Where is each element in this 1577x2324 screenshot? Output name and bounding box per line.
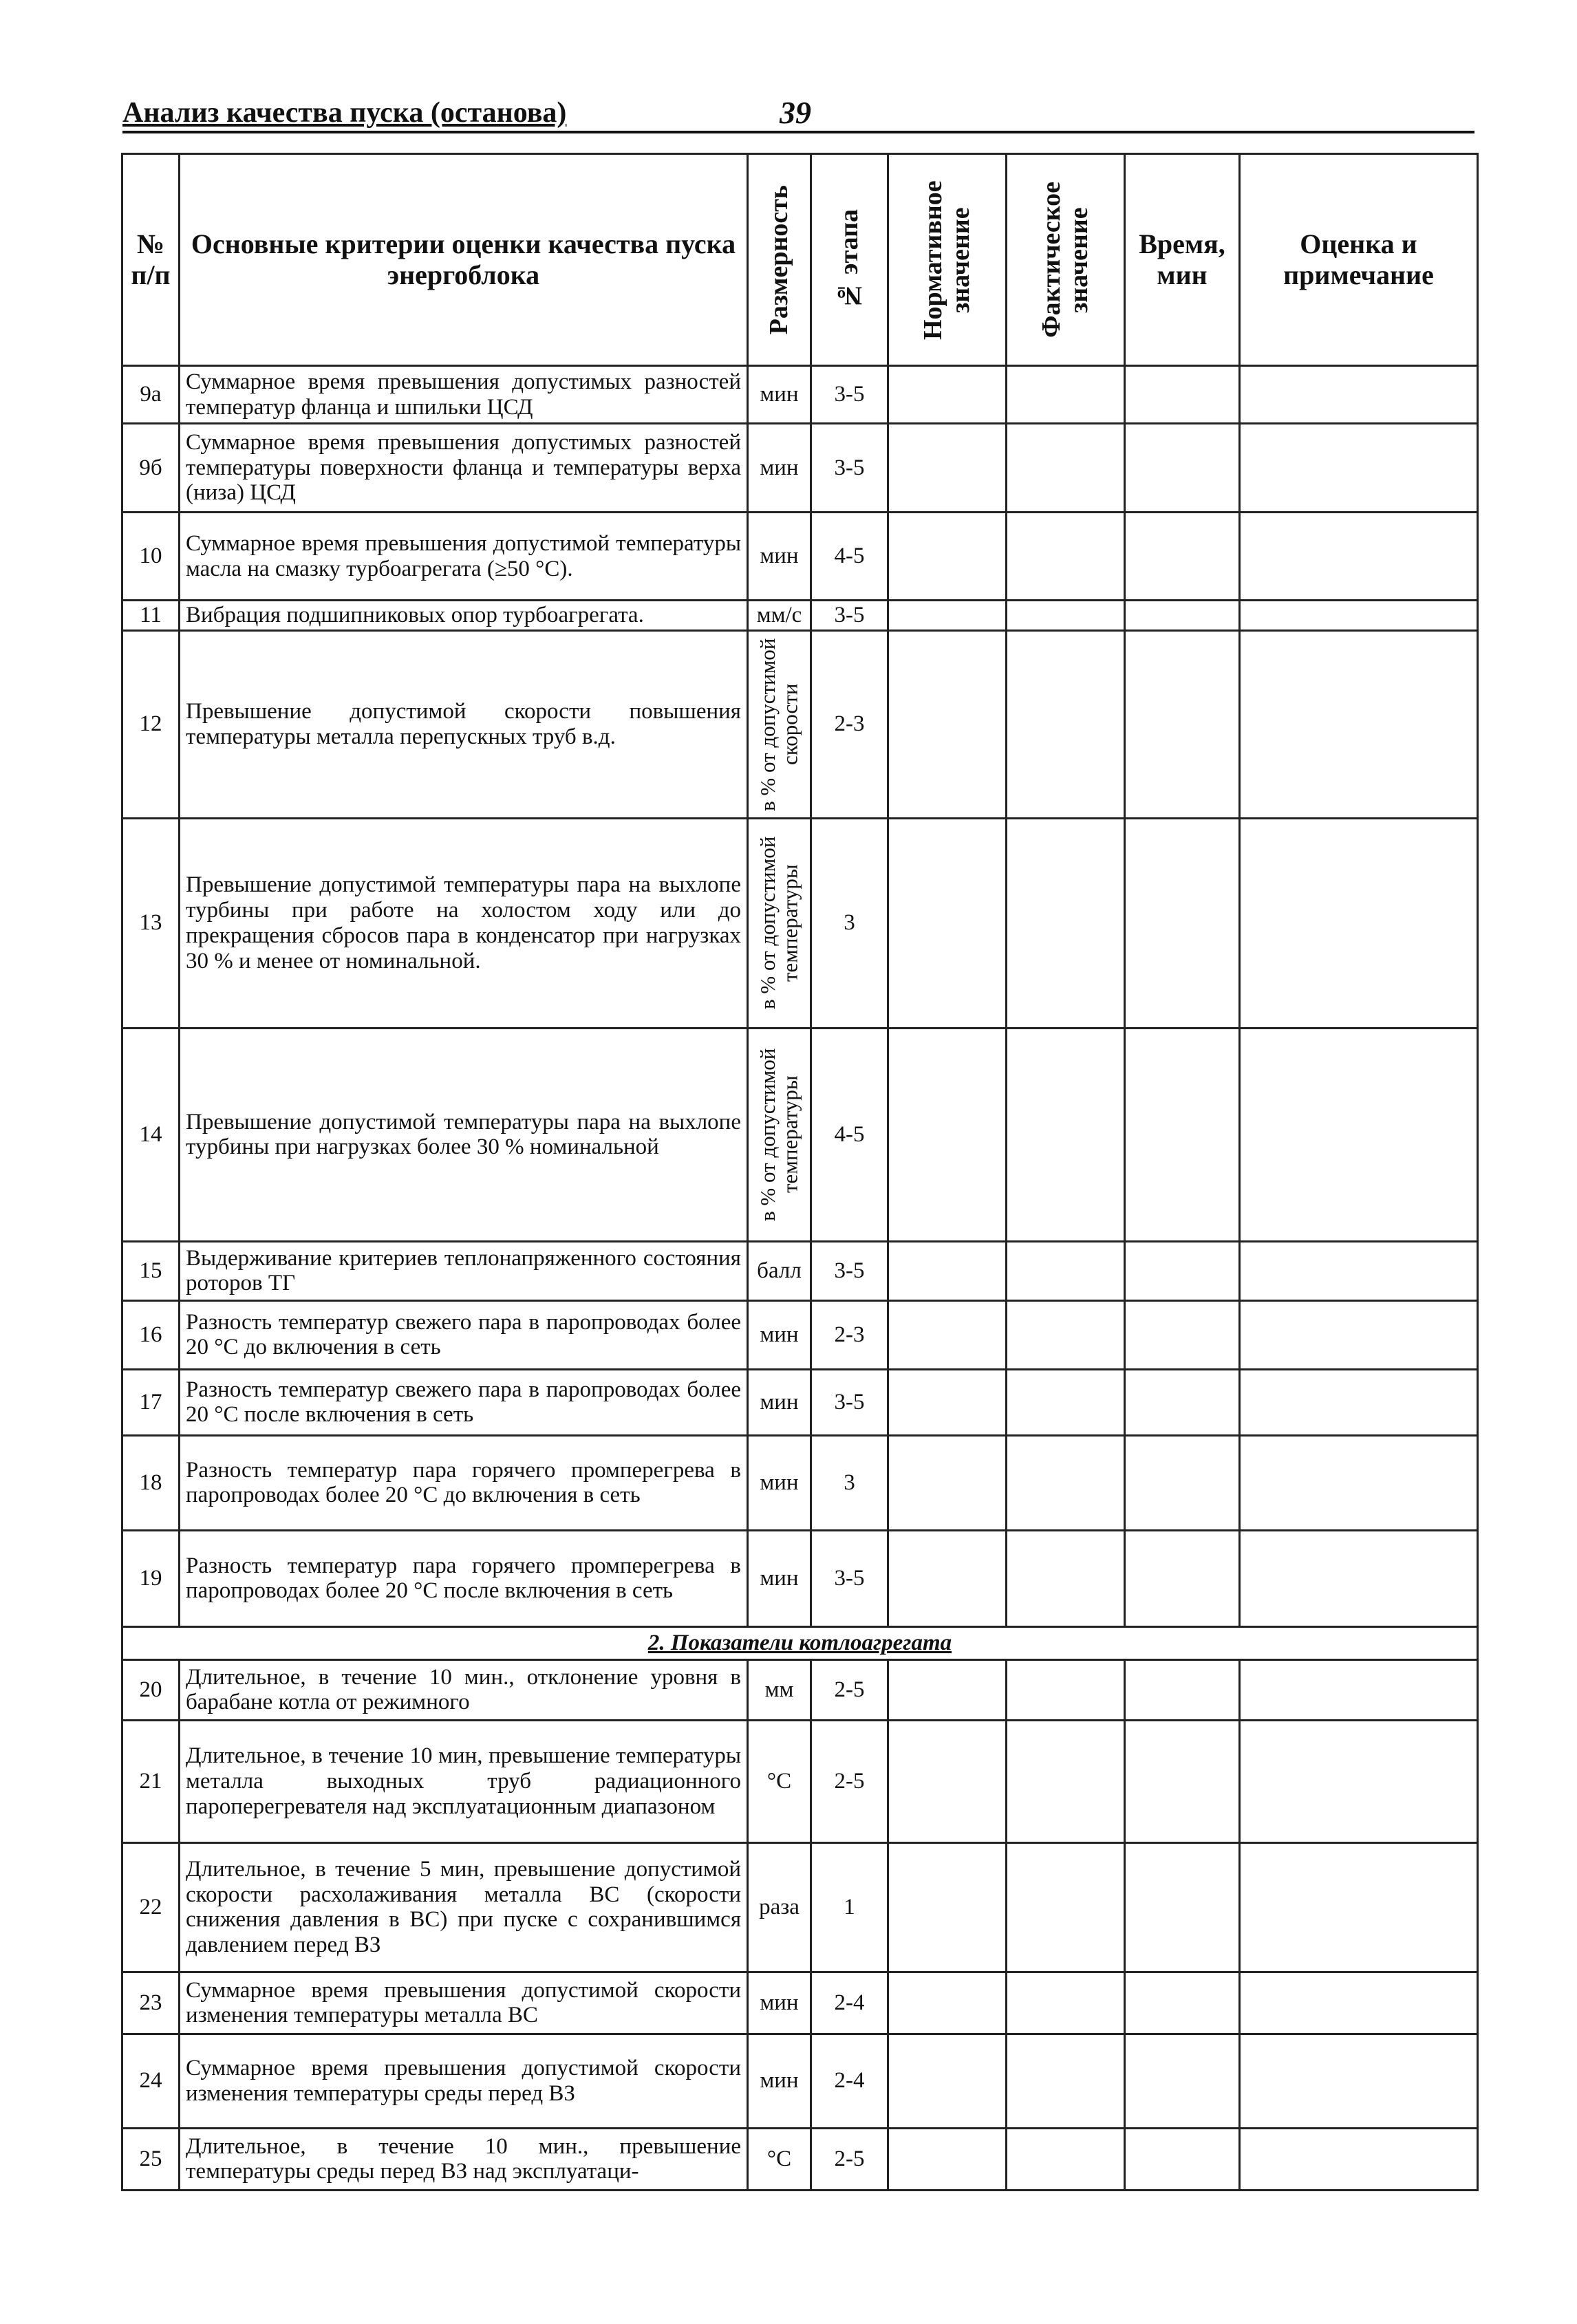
row-number: 12 — [122, 630, 180, 818]
row-stage: 2-4 — [811, 1972, 888, 2034]
row-stage: 3-5 — [811, 601, 888, 631]
actual-cell — [1007, 1720, 1125, 1842]
time-cell — [1125, 1369, 1240, 1435]
actual-cell — [1007, 1241, 1125, 1300]
row-number: 21 — [122, 1720, 180, 1842]
row-number: 13 — [122, 818, 180, 1028]
note-cell — [1240, 1435, 1478, 1530]
row-stage: 3 — [811, 818, 888, 1028]
section-row — [122, 1626, 1478, 1659]
actual-cell — [1007, 630, 1125, 818]
row-unit: мин — [748, 2034, 811, 2128]
row-number: 18 — [122, 1435, 180, 1530]
row-stage: 2-4 — [811, 2034, 888, 2128]
row-criterion: Длительное, в течение 10 мин., отклонение уровня в барабане котла от режимного — [180, 1659, 748, 1720]
actual-cell — [1007, 1530, 1125, 1626]
row-number: 9а — [122, 366, 180, 424]
row-criterion: Суммарное время превышения допустимой скорости изменения температуры металла ВС — [180, 1972, 748, 2034]
row-number: 15 — [122, 1241, 180, 1300]
normative-cell — [888, 2034, 1007, 2128]
row-stage: 3-5 — [811, 1530, 888, 1626]
note-cell — [1240, 366, 1478, 424]
row-criterion: Разность температур свежего пара в паропроводах более 20 °С до включения в сеть — [180, 1300, 748, 1369]
normative-cell — [888, 1300, 1007, 1369]
actual-cell — [1007, 424, 1125, 513]
row-number: 14 — [122, 1028, 180, 1241]
table-row — [122, 601, 1478, 631]
normative-cell — [888, 630, 1007, 818]
row-stage: 3-5 — [811, 424, 888, 513]
time-cell — [1125, 1530, 1240, 1626]
time-cell — [1125, 1028, 1240, 1241]
col-num-header: № п/п — [122, 154, 180, 366]
note-cell — [1240, 818, 1478, 1028]
row-unit: в % от допустимой температуры — [748, 818, 811, 1028]
normative-cell — [888, 1530, 1007, 1626]
note-cell — [1240, 513, 1478, 601]
row-stage: 2-5 — [811, 1720, 888, 1842]
row-stage: 4-5 — [811, 513, 888, 601]
actual-cell — [1007, 601, 1125, 631]
row-number: 17 — [122, 1369, 180, 1435]
normative-cell — [888, 2128, 1007, 2190]
table-row — [122, 2034, 1478, 2128]
row-criterion: Разность температур свежего пара в паропроводах более 20 °С после включения в сеть — [180, 1369, 748, 1435]
note-cell — [1240, 1972, 1478, 2034]
normative-cell — [888, 818, 1007, 1028]
normative-cell — [888, 1972, 1007, 2034]
actual-cell — [1007, 1659, 1125, 1720]
row-criterion: Превышение допустимой температуры пара на выхлопе турбины при нагрузках более 30 % номинальной — [180, 1028, 748, 1241]
page-title: Анализ качества пуска (останова) — [122, 97, 567, 129]
row-number: 22 — [122, 1842, 180, 1972]
table-row — [122, 1435, 1478, 1530]
actual-cell — [1007, 818, 1125, 1028]
row-criterion: Суммарное время превышения допустимых разностей температур фланца и шпильки ЦСД — [180, 366, 748, 424]
note-cell — [1240, 424, 1478, 513]
row-unit: мин — [748, 1369, 811, 1435]
normative-cell — [888, 1435, 1007, 1530]
time-cell — [1125, 2128, 1240, 2190]
row-unit: мм — [748, 1659, 811, 1720]
time-cell — [1125, 601, 1240, 631]
actual-cell — [1007, 1842, 1125, 1972]
row-number: 11 — [122, 601, 180, 631]
actual-cell — [1007, 2128, 1125, 2190]
row-stage: 2-3 — [811, 1300, 888, 1369]
row-criterion: Вибрация подшипниковых опор турбоагрегата. — [180, 601, 748, 631]
col-note-header: Оценка и примечание — [1240, 154, 1478, 366]
row-unit: мин — [748, 1972, 811, 2034]
section-title: 2. Показатели котлоагрегата — [122, 1626, 1478, 1659]
actual-cell — [1007, 1028, 1125, 1241]
table-row — [122, 818, 1478, 1028]
row-unit: балл — [748, 1241, 811, 1300]
row-criterion: Выдерживание критериев теплонапряженного состояния роторов ТГ — [180, 1241, 748, 1300]
row-stage: 2-5 — [811, 2128, 888, 2190]
row-number: 24 — [122, 2034, 180, 2128]
page-header — [122, 88, 1474, 133]
table-row — [122, 1241, 1478, 1300]
time-cell — [1125, 818, 1240, 1028]
table-row — [122, 630, 1478, 818]
row-unit: в % от допустимой температуры — [748, 1028, 811, 1241]
row-unit: раза — [748, 1842, 811, 1972]
normative-cell — [888, 366, 1007, 424]
row-unit: °С — [748, 2128, 811, 2190]
row-criterion: Длительное, в течение 10 мин., превышение температуры среды перед ВЗ над эксплуатаци- — [180, 2128, 748, 2190]
col-stage-header: № этапа — [811, 154, 888, 366]
row-unit: мин — [748, 1300, 811, 1369]
table-row — [122, 1659, 1478, 1720]
row-criterion: Суммарное время превышения допустимой температуры масла на смазку турбоагрегата (≥50 °С). — [180, 513, 748, 601]
time-cell — [1125, 1720, 1240, 1842]
note-cell — [1240, 2128, 1478, 2190]
header-row — [122, 154, 1478, 366]
note-cell — [1240, 1842, 1478, 1972]
time-cell — [1125, 1435, 1240, 1530]
row-criterion: Суммарное время превышения допустимой скорости изменения температуры среды перед ВЗ — [180, 2034, 748, 2128]
criteria-table — [121, 153, 1479, 2191]
row-number: 20 — [122, 1659, 180, 1720]
table-row — [122, 1720, 1478, 1842]
note-cell — [1240, 1028, 1478, 1241]
row-number: 16 — [122, 1300, 180, 1369]
time-cell — [1125, 424, 1240, 513]
time-cell — [1125, 366, 1240, 424]
actual-cell — [1007, 1300, 1125, 1369]
table-row — [122, 424, 1478, 513]
row-stage: 3-5 — [811, 1369, 888, 1435]
time-cell — [1125, 2034, 1240, 2128]
note-cell — [1240, 1300, 1478, 1369]
normative-cell — [888, 1241, 1007, 1300]
row-unit: мин — [748, 1435, 811, 1530]
row-criterion: Длительное, в течение 10 мин, превышение температуры металла выходных труб радиационного пароперегревателя над эксплуатационным диапазоном — [180, 1720, 748, 1842]
table-row — [122, 1842, 1478, 1972]
time-cell — [1125, 1300, 1240, 1369]
row-stage: 2-3 — [811, 630, 888, 818]
col-normative-header: Нормативное значение — [888, 154, 1007, 366]
row-stage: 3-5 — [811, 1241, 888, 1300]
note-cell — [1240, 601, 1478, 631]
actual-cell — [1007, 513, 1125, 601]
row-number: 10 — [122, 513, 180, 601]
row-stage: 3-5 — [811, 366, 888, 424]
table-row — [122, 1369, 1478, 1435]
actual-cell — [1007, 1435, 1125, 1530]
table-row — [122, 1972, 1478, 2034]
row-number: 19 — [122, 1530, 180, 1626]
note-cell — [1240, 1720, 1478, 1842]
normative-cell — [888, 601, 1007, 631]
actual-cell — [1007, 2034, 1125, 2128]
normative-cell — [888, 1028, 1007, 1241]
table-row — [122, 1028, 1478, 1241]
normative-cell — [888, 1659, 1007, 1720]
time-cell — [1125, 1972, 1240, 2034]
col-criteria-header: Основные критерии оценки качества пуска энергоблока — [180, 154, 748, 366]
row-stage: 2-5 — [811, 1659, 888, 1720]
row-criterion: Суммарное время превышения допустимых разностей температуры поверхности фланца и температуры верха (низа) ЦСД — [180, 424, 748, 513]
note-cell — [1240, 630, 1478, 818]
row-number: 23 — [122, 1972, 180, 2034]
col-actual-header: Фактическое значение — [1007, 154, 1125, 366]
row-unit: °С — [748, 1720, 811, 1842]
normative-cell — [888, 1842, 1007, 1972]
table-row — [122, 2128, 1478, 2190]
row-criterion: Превышение допустимой скорости повышения температуры металла перепускных труб в.д. — [180, 630, 748, 818]
time-cell — [1125, 1842, 1240, 1972]
note-cell — [1240, 1369, 1478, 1435]
row-number: 25 — [122, 2128, 180, 2190]
time-cell — [1125, 630, 1240, 818]
row-unit: мин — [748, 366, 811, 424]
normative-cell — [888, 1369, 1007, 1435]
row-stage: 4-5 — [811, 1028, 888, 1241]
row-number: 9б — [122, 424, 180, 513]
row-criterion: Разность температур пара горячего промперегрева в паропроводах более 20 °С после включения в сеть — [180, 1530, 748, 1626]
col-time-header: Время, мин — [1125, 154, 1240, 366]
row-stage: 1 — [811, 1842, 888, 1972]
row-stage: 3 — [811, 1435, 888, 1530]
row-unit: мин — [748, 424, 811, 513]
time-cell — [1125, 1241, 1240, 1300]
row-criterion: Длительное, в течение 5 мин, превышение допустимой скорости расхолаживания металла ВС (скорости снижения давления в ВС) при пуске с сохранившимся давлением перед ВЗ — [180, 1842, 748, 1972]
actual-cell — [1007, 366, 1125, 424]
page-number: 39 — [780, 95, 811, 130]
normative-cell — [888, 1720, 1007, 1842]
table-row — [122, 513, 1478, 601]
note-cell — [1240, 1241, 1478, 1300]
normative-cell — [888, 513, 1007, 601]
table-row — [122, 1300, 1478, 1369]
actual-cell — [1007, 1972, 1125, 2034]
row-unit: мин — [748, 513, 811, 601]
note-cell — [1240, 2034, 1478, 2128]
table-row — [122, 1530, 1478, 1626]
time-cell — [1125, 513, 1240, 601]
table-row — [122, 366, 1478, 424]
row-unit: мм/с — [748, 601, 811, 631]
note-cell — [1240, 1530, 1478, 1626]
normative-cell — [888, 424, 1007, 513]
actual-cell — [1007, 1369, 1125, 1435]
row-criterion: Разность температур пара горячего промперегрева в паропроводах более 20 °С до включения в сеть — [180, 1435, 748, 1530]
row-unit: в % от допустимой скорости — [748, 630, 811, 818]
note-cell — [1240, 1659, 1478, 1720]
row-unit: мин — [748, 1530, 811, 1626]
col-unit-header: Размерность — [748, 154, 811, 366]
row-criterion: Превышение допустимой температуры пара на выхлопе турбины при работе на холостом ходу или до прекращения сбросов пара в конденсатор при нагрузках 30 % и менее от номинальной. — [180, 818, 748, 1028]
time-cell — [1125, 1659, 1240, 1720]
